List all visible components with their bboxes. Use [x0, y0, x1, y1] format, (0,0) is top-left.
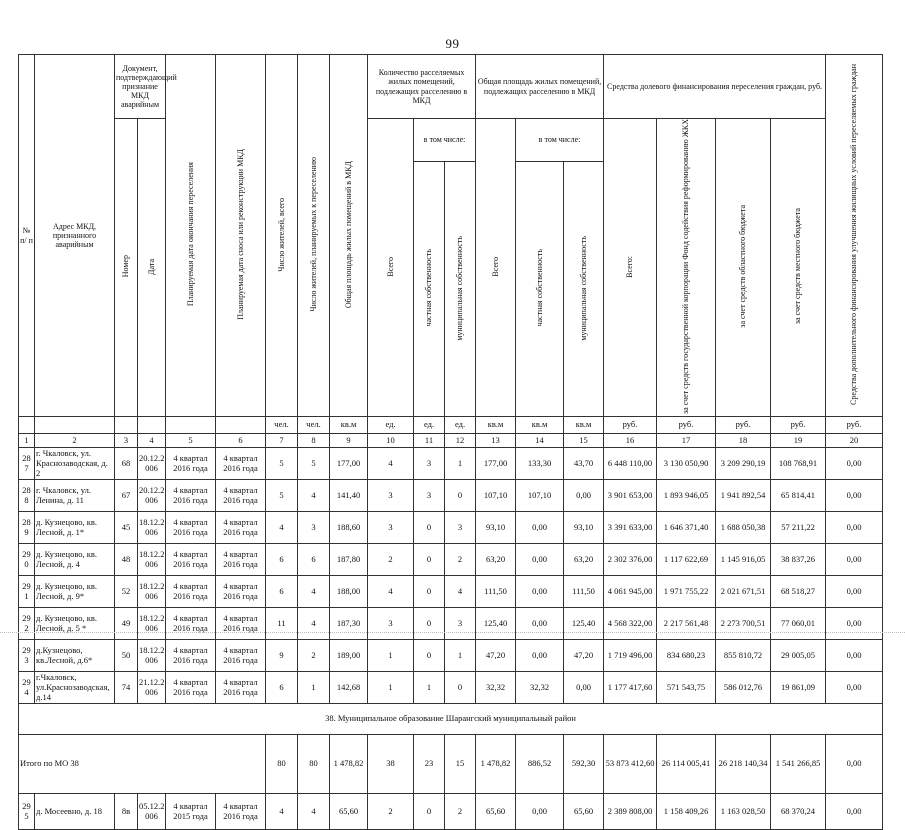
unit-cell: кв.м: [330, 417, 368, 434]
column-number-cell: 3: [115, 434, 138, 448]
column-number-cell: 10: [368, 434, 414, 448]
table-row: [19, 448, 883, 480]
table-cell: 93,10: [476, 512, 516, 544]
table-cell: 4 квартал 2015 года: [166, 794, 216, 830]
table-row: [19, 672, 883, 704]
table-cell: 187,80: [330, 544, 368, 576]
table-cell: 189,00: [330, 640, 368, 672]
resettlement-table: [18, 54, 883, 830]
table-cell: 142,68: [330, 672, 368, 704]
table-cell: 18.12.2 006: [138, 512, 166, 544]
table-cell: 6: [266, 576, 298, 608]
header-residents: Число жителей, всего: [266, 55, 298, 417]
header-doc-date: Дата: [138, 119, 166, 417]
total-cell: 80: [266, 735, 298, 794]
header-total-area: Общая площадь жилых помещений в МКД: [330, 55, 368, 417]
column-number-cell: 20: [826, 434, 883, 448]
column-numbers-row: [19, 434, 883, 448]
header-funding-regional: за счет средств областного бюджета: [716, 119, 771, 417]
table-cell: 8в: [115, 794, 138, 830]
column-number-cell: 6: [216, 434, 266, 448]
table-cell: 107,10: [476, 480, 516, 512]
column-number-cell: 13: [476, 434, 516, 448]
table-cell: 18.12.2 006: [138, 576, 166, 608]
table-cell: 4 квартал 2016 года: [166, 576, 216, 608]
table-cell: 1 941 892,54: [716, 480, 771, 512]
table-cell: 4 квартал 2016 года: [216, 512, 266, 544]
table-cell: 0,00: [826, 794, 883, 830]
table-cell: 50: [115, 640, 138, 672]
header-rooms-total: Всего: [368, 119, 414, 417]
table-cell: 4: [298, 608, 330, 640]
table-cell: 4 квартал 2016 года: [216, 448, 266, 480]
table-cell: 3: [368, 512, 414, 544]
table-cell: 4 квартал 2016 года: [216, 480, 266, 512]
table-cell: 65 814,41: [771, 480, 826, 512]
total-cell: 0,00: [826, 735, 883, 794]
table-cell: 18.12.2 006: [138, 608, 166, 640]
table-cell: 4: [445, 576, 476, 608]
table-cell: 68 518,27: [771, 576, 826, 608]
table-cell: 4 квартал 2016 года: [216, 794, 266, 830]
table-cell: 0,00: [826, 544, 883, 576]
header-area-group: Общая площадь жилых помещений, подлежащих расселению в МКД: [476, 55, 604, 119]
table-cell: 2 389 808,00: [604, 794, 657, 830]
unit-cell: кв.м: [516, 417, 564, 434]
section-title: 38. Муниципальное образование Шарангский муниципальный район: [19, 704, 883, 735]
column-number-cell: 15: [564, 434, 604, 448]
table-cell: 6 448 110,00: [604, 448, 657, 480]
table-cell: 111,50: [476, 576, 516, 608]
table-cell: 3: [368, 480, 414, 512]
table-row: [19, 544, 883, 576]
row-number-cell: 29 3: [19, 640, 35, 672]
table-cell: 68 370,24: [771, 794, 826, 830]
table-cell: 4: [298, 794, 330, 830]
header-number: № п/ п: [19, 55, 35, 417]
table-cell: 3: [368, 608, 414, 640]
table-cell: 571 543,75: [657, 672, 716, 704]
row-number-cell: 29 4: [19, 672, 35, 704]
table-cell: 4 квартал 2016 года: [216, 672, 266, 704]
table-cell: 125,40: [564, 608, 604, 640]
table-cell: 4 квартал 2016 года: [216, 576, 266, 608]
table-header: [19, 55, 883, 434]
table-cell: 3 391 633,00: [604, 512, 657, 544]
table-cell: 0,00: [516, 512, 564, 544]
total-cell: 53 873 412,60: [604, 735, 657, 794]
total-cell: 1 541 266,85: [771, 735, 826, 794]
table-cell: 1: [298, 672, 330, 704]
header-address: Адрес МКД, признанного аварийным: [35, 55, 115, 417]
table-cell: 0,00: [826, 448, 883, 480]
address-cell: д. Мосеевно, д. 18: [35, 794, 115, 830]
unit-cell: ед.: [368, 417, 414, 434]
table-cell: 111,50: [564, 576, 604, 608]
column-number-cell: 4: [138, 434, 166, 448]
total-cell: 38: [368, 735, 414, 794]
table-cell: 1 893 946,05: [657, 480, 716, 512]
table-cell: 21.12.2 006: [138, 672, 166, 704]
page-edge-divider: [0, 632, 905, 641]
table-cell: 20.12.2 006: [138, 480, 166, 512]
table-row: [19, 794, 883, 830]
address-cell: г.Чкаловск, ул.Краснозаводская, д.14: [35, 672, 115, 704]
table-cell: 4 квартал 2016 года: [166, 512, 216, 544]
table-cell: 93,10: [564, 512, 604, 544]
table-cell: 4 квартал 2016 года: [166, 448, 216, 480]
header-planned-resettlement: Планируемая дата окончания переселения: [166, 55, 216, 417]
column-number-cell: 12: [445, 434, 476, 448]
table-cell: 0: [414, 576, 445, 608]
header-funding-local: за счет средств местного бюджета: [771, 119, 826, 417]
table-cell: 47,20: [564, 640, 604, 672]
column-number-cell: 17: [657, 434, 716, 448]
total-label: Итого по МО 38: [19, 735, 266, 794]
row-number-cell: 28 7: [19, 448, 35, 480]
header-funding-fund: за счет средств государственной корпорации Фонд содействия реформированию ЖКХ: [657, 119, 716, 417]
table-cell: 65,60: [476, 794, 516, 830]
table-cell: 0,00: [564, 480, 604, 512]
table-cell: 4: [368, 576, 414, 608]
table-cell: 1 145 916,05: [716, 544, 771, 576]
header-planned-demolition: Планируемая дата сноса или реконструкции МКД: [216, 55, 266, 417]
row-number-cell: 28 9: [19, 512, 35, 544]
section-row: [19, 704, 883, 735]
unit-cell: ед.: [414, 417, 445, 434]
table-cell: 187,30: [330, 608, 368, 640]
table-cell: 2 217 561,48: [657, 608, 716, 640]
total-cell: 15: [445, 735, 476, 794]
total-cell: 1 478,82: [476, 735, 516, 794]
column-number-cell: 5: [166, 434, 216, 448]
table-cell: 2 273 700,51: [716, 608, 771, 640]
header-funding-total: Всего:: [604, 119, 657, 417]
table-cell: 9: [266, 640, 298, 672]
table-cell: 11: [266, 608, 298, 640]
table-cell: 2: [445, 794, 476, 830]
header-residents-planned: Число жителей, планируемых к переселению: [298, 55, 330, 417]
header-area-municipal: муниципальная собственность: [564, 161, 604, 417]
table-cell: 1 163 028,50: [716, 794, 771, 830]
table-cell: 4 квартал 2016 года: [166, 672, 216, 704]
table-cell: 2: [445, 544, 476, 576]
table-cell: 0,00: [516, 640, 564, 672]
table-cell: 133,30: [516, 448, 564, 480]
table-cell: 188,00: [330, 576, 368, 608]
table-cell: 3: [414, 480, 445, 512]
header-rooms-municipal: муниципальная собственность: [445, 161, 476, 417]
unit-cell: кв.м: [564, 417, 604, 434]
table-cell: 68: [115, 448, 138, 480]
table-cell: 4: [298, 480, 330, 512]
row-number-cell: 28 8: [19, 480, 35, 512]
table-cell: 0,00: [826, 480, 883, 512]
table-cell: 177,00: [476, 448, 516, 480]
unit-cell: чел.: [266, 417, 298, 434]
table-cell: 1 158 409,26: [657, 794, 716, 830]
column-number-cell: 7: [266, 434, 298, 448]
table-cell: 4 квартал 2016 года: [216, 608, 266, 640]
row-number-cell: 29 0: [19, 544, 35, 576]
header-rooms-in-that: в том числе:: [414, 119, 476, 162]
header-area-total: Всего: [476, 119, 516, 417]
table-cell: 63,20: [564, 544, 604, 576]
table-cell: 0: [414, 794, 445, 830]
table-cell: 2 302 376,00: [604, 544, 657, 576]
table-cell: 107,10: [516, 480, 564, 512]
address-cell: г. Чкаловск, ул. Ленина, д. 11: [35, 480, 115, 512]
table-cell: 586 012,76: [716, 672, 771, 704]
unit-cell: кв.м: [476, 417, 516, 434]
table-cell: 49: [115, 608, 138, 640]
table-cell: 1 971 755,22: [657, 576, 716, 608]
table-cell: 4 квартал 2016 года: [166, 608, 216, 640]
unit-cell: руб.: [657, 417, 716, 434]
header-funding-group: Средства долевого финансирования переселения граждан, руб.: [604, 55, 826, 119]
table-cell: 4: [368, 448, 414, 480]
address-cell: д. Кузнецово, кв. Лесной, д. 9*: [35, 576, 115, 608]
unit-cell: руб.: [716, 417, 771, 434]
table-cell: 4: [266, 794, 298, 830]
table-cell: 1 117 622,69: [657, 544, 716, 576]
table-cell: 1 688 050,38: [716, 512, 771, 544]
table-row: [19, 512, 883, 544]
table-cell: 2 021 671,51: [716, 576, 771, 608]
table-cell: 1: [445, 448, 476, 480]
unit-cell: руб.: [604, 417, 657, 434]
table-cell: 0,00: [516, 576, 564, 608]
table-cell: 3 209 290,19: [716, 448, 771, 480]
table-cell: 1 719 496,00: [604, 640, 657, 672]
table-cell: 67: [115, 480, 138, 512]
table-cell: 29 005,05: [771, 640, 826, 672]
total-cell: 80: [298, 735, 330, 794]
table-cell: 3 130 050,90: [657, 448, 716, 480]
table-cell: 5: [266, 480, 298, 512]
table-cell: 0,00: [826, 640, 883, 672]
table-cell: 0,00: [826, 672, 883, 704]
address-cell: д. Кузнецово, кв. Лесной, д. 4: [35, 544, 115, 576]
page-number: 99: [445, 36, 460, 51]
unit-cell: чел.: [298, 417, 330, 434]
table-cell: 4 061 945,00: [604, 576, 657, 608]
table-cell: 855 810,72: [716, 640, 771, 672]
table-cell: 18.12.2 006: [138, 640, 166, 672]
address-cell: д.Кузнецово, кв.Лесной, д.6*: [35, 640, 115, 672]
address-cell: г. Чкаловск, ул. Краснозаводская, д. 2: [35, 448, 115, 480]
total-cell: 23: [414, 735, 445, 794]
table-cell: 6: [266, 544, 298, 576]
table-cell: 125,40: [476, 608, 516, 640]
table-cell: 2: [368, 794, 414, 830]
table-cell: 0,00: [826, 512, 883, 544]
table-cell: 18.12.2 006: [138, 544, 166, 576]
total-cell: 26 114 005,41: [657, 735, 716, 794]
header-document: Документ, подтверждающий признание МКД аварийным: [115, 55, 166, 119]
column-number-cell: 16: [604, 434, 657, 448]
table-cell: 3: [445, 608, 476, 640]
table-cell: 1 646 371,40: [657, 512, 716, 544]
column-number-cell: 14: [516, 434, 564, 448]
table-cell: 1: [368, 640, 414, 672]
header-doc-number: Номер: [115, 119, 138, 417]
table-cell: 5: [266, 448, 298, 480]
total-row: [19, 735, 883, 794]
units-row: [19, 417, 883, 434]
table-cell: 65,60: [564, 794, 604, 830]
table-row: [19, 640, 883, 672]
table-cell: 0: [445, 672, 476, 704]
table-cell: 834 680,23: [657, 640, 716, 672]
table-cell: 0: [414, 512, 445, 544]
table-cell: 6: [298, 544, 330, 576]
total-cell: 592,30: [564, 735, 604, 794]
table-cell: 4 квартал 2016 года: [166, 480, 216, 512]
table-cell: 0: [414, 608, 445, 640]
table-cell: 1: [414, 672, 445, 704]
table-cell: 38 837,26: [771, 544, 826, 576]
table-cell: 20.12.2 006: [138, 448, 166, 480]
address-cell: д. Кузнецово, кв. Лесной, д. 5 *: [35, 608, 115, 640]
table-cell: 188,60: [330, 512, 368, 544]
table-cell: 1: [445, 640, 476, 672]
table-cell: 3 901 653,00: [604, 480, 657, 512]
table-cell: 52: [115, 576, 138, 608]
table-cell: 4 568 322,00: [604, 608, 657, 640]
table-cell: 1 177 417,60: [604, 672, 657, 704]
column-number-cell: 8: [298, 434, 330, 448]
table-cell: 3: [414, 448, 445, 480]
total-cell: 886,52: [516, 735, 564, 794]
table-cell: 43,70: [564, 448, 604, 480]
table-cell: 47,20: [476, 640, 516, 672]
table-cell: 177,00: [330, 448, 368, 480]
header-rooms-group: Количество расселяемых жилых помещений, подлежащих расселению в МКД: [368, 55, 476, 119]
table-cell: 65,60: [330, 794, 368, 830]
table-cell: 4: [298, 576, 330, 608]
table-cell: 0: [414, 640, 445, 672]
table-cell: 63,20: [476, 544, 516, 576]
table-cell: 141,40: [330, 480, 368, 512]
column-number-cell: 9: [330, 434, 368, 448]
unit-cell: ед.: [445, 417, 476, 434]
table-cell: 32,32: [516, 672, 564, 704]
table-row: [19, 576, 883, 608]
table-row: [19, 480, 883, 512]
table-cell: 3: [445, 512, 476, 544]
table-cell: 0,00: [564, 672, 604, 704]
row-number-cell: 29 2: [19, 608, 35, 640]
table-cell: 4: [266, 512, 298, 544]
table-cell: 0,00: [826, 576, 883, 608]
column-number-cell: 18: [716, 434, 771, 448]
table-cell: 45: [115, 512, 138, 544]
table-cell: 0,00: [516, 544, 564, 576]
column-number-cell: 11: [414, 434, 445, 448]
table-cell: 0: [414, 544, 445, 576]
table-cell: 6: [266, 672, 298, 704]
table-cell: 5: [298, 448, 330, 480]
table-cell: 108 768,91: [771, 448, 826, 480]
table-cell: 4 квартал 2016 года: [166, 640, 216, 672]
row-number-cell: 29 1: [19, 576, 35, 608]
table-cell: 0,00: [516, 608, 564, 640]
table-cell: 48: [115, 544, 138, 576]
table-cell: 57 211,22: [771, 512, 826, 544]
header-rooms-private: частная собственность: [414, 161, 445, 417]
table-cell: 2: [298, 640, 330, 672]
table-cell: 0,00: [516, 794, 564, 830]
column-number-cell: 2: [35, 434, 115, 448]
table-cell: 77 060,01: [771, 608, 826, 640]
table-cell: 3: [298, 512, 330, 544]
table-cell: 74: [115, 672, 138, 704]
address-cell: д. Кузнецово, кв. Лесной, д. 1*: [35, 512, 115, 544]
column-number-cell: 19: [771, 434, 826, 448]
table-cell: 0,00: [826, 608, 883, 640]
table-cell: 2: [368, 544, 414, 576]
header-area-in-that: в том числе:: [516, 119, 604, 162]
total-cell: 1 478,82: [330, 735, 368, 794]
header-additional: Средства дополнительного финансирования улучшения жилищных условий переселяемых граждан: [826, 55, 883, 417]
table-cell: 1: [368, 672, 414, 704]
unit-cell: руб.: [826, 417, 883, 434]
column-number-cell: 1: [19, 434, 35, 448]
table-cell: 19 861,09: [771, 672, 826, 704]
table-cell: 32,32: [476, 672, 516, 704]
table-cell: 4 квартал 2016 года: [216, 640, 266, 672]
table-cell: 0: [445, 480, 476, 512]
row-number-cell: 29 5: [19, 794, 35, 830]
table-cell: 4 квартал 2016 года: [216, 544, 266, 576]
unit-cell: руб.: [771, 417, 826, 434]
header-area-private: частная собственность: [516, 161, 564, 417]
table-cell: 05.12.2 006: [138, 794, 166, 830]
total-cell: 26 218 140,34: [716, 735, 771, 794]
table-cell: 4 квартал 2016 года: [166, 544, 216, 576]
